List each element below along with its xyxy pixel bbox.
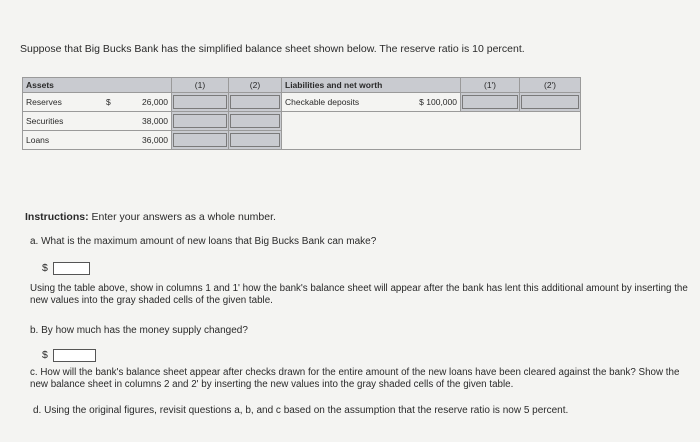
row-value xyxy=(103,93,171,112)
deposits-col1p-cell[interactable] xyxy=(461,93,520,112)
row-label: Reserves xyxy=(23,93,104,112)
loans-value: 36,000 xyxy=(103,131,171,150)
col1p-header: (1') xyxy=(461,78,520,93)
table-header-row xyxy=(23,78,581,93)
dollar-sign-b: $ xyxy=(42,349,48,361)
securities-col2-input[interactable] xyxy=(230,114,280,128)
empty-liabilities-area xyxy=(282,112,581,150)
answer-a-input[interactable] xyxy=(53,262,90,275)
question-c: c. How will the bank's balance sheet appear after checks drawn for the entire amount of the new loans have been cleared against the bank? Show the new balance sheet in columns 2 and 2' by inserting the new values into the gray shaded cells of the given table. xyxy=(30,367,680,390)
loans-col2-cell[interactable] xyxy=(229,131,282,150)
securities-col1-input[interactable] xyxy=(173,114,227,128)
reserves-col2-input[interactable] xyxy=(230,95,280,109)
instructions xyxy=(25,211,276,223)
deposits-col2p-input[interactable] xyxy=(521,95,579,109)
question-d: d. Using the original figures, revisit questions a, b, and c based on the assumption that the reserve ratio is now 5 percent. xyxy=(33,405,569,416)
checkable-deposits-cell xyxy=(282,93,461,112)
dollar-sign-a: $ xyxy=(42,262,48,274)
instructions-label: Instructions: xyxy=(25,211,89,223)
col1-header: (1) xyxy=(172,78,229,93)
instructions-para-a: Using the table above, show in columns 1 and 1' how the bank's balance sheet will appear after the bank has lent this additional amount by inserting the new values into the gray shaded cells of the given table. xyxy=(30,283,688,306)
reserves-col1-input[interactable] xyxy=(173,95,227,109)
checkable-deposits-label: Checkable deposits xyxy=(285,97,360,107)
question-b: b. By how much has the money supply changed? xyxy=(30,325,248,336)
answer-b-input[interactable] xyxy=(53,349,96,362)
deposits-col1p-input[interactable] xyxy=(462,95,518,109)
dollar-sign: $ xyxy=(106,97,111,107)
reserves-col2-cell[interactable] xyxy=(229,93,282,112)
table-row xyxy=(23,93,581,112)
securities-col1-cell[interactable] xyxy=(172,112,229,131)
loans-col1-input[interactable] xyxy=(173,133,227,147)
reserves-value: 26,000 xyxy=(142,97,168,107)
securities-value: 38,000 xyxy=(103,112,171,131)
instructions-text: Enter your answers as a whole number. xyxy=(88,211,276,223)
reserves-col1-cell[interactable] xyxy=(172,93,229,112)
balance-sheet-table xyxy=(22,77,581,150)
table-row xyxy=(23,112,581,131)
row-label: Securities xyxy=(23,112,104,131)
securities-col2-cell[interactable] xyxy=(229,112,282,131)
deposits-col2p-cell[interactable] xyxy=(520,93,581,112)
col2p-header: (2') xyxy=(520,78,581,93)
intro-text: Suppose that Big Bucks Bank has the simplified balance sheet shown below. The reserve ratio is 10 percent. xyxy=(20,43,525,55)
col2-header: (2) xyxy=(229,78,282,93)
assets-header: Assets xyxy=(23,78,172,93)
question-a: a. What is the maximum amount of new loans that Big Bucks Bank can make? xyxy=(30,236,377,247)
checkable-deposits-value: $ 100,000 xyxy=(419,97,457,107)
loans-col1-cell[interactable] xyxy=(172,131,229,150)
row-label: Loans xyxy=(23,131,104,150)
loans-col2-input[interactable] xyxy=(230,133,280,147)
liabilities-header: Liabilities and net worth xyxy=(282,78,461,93)
